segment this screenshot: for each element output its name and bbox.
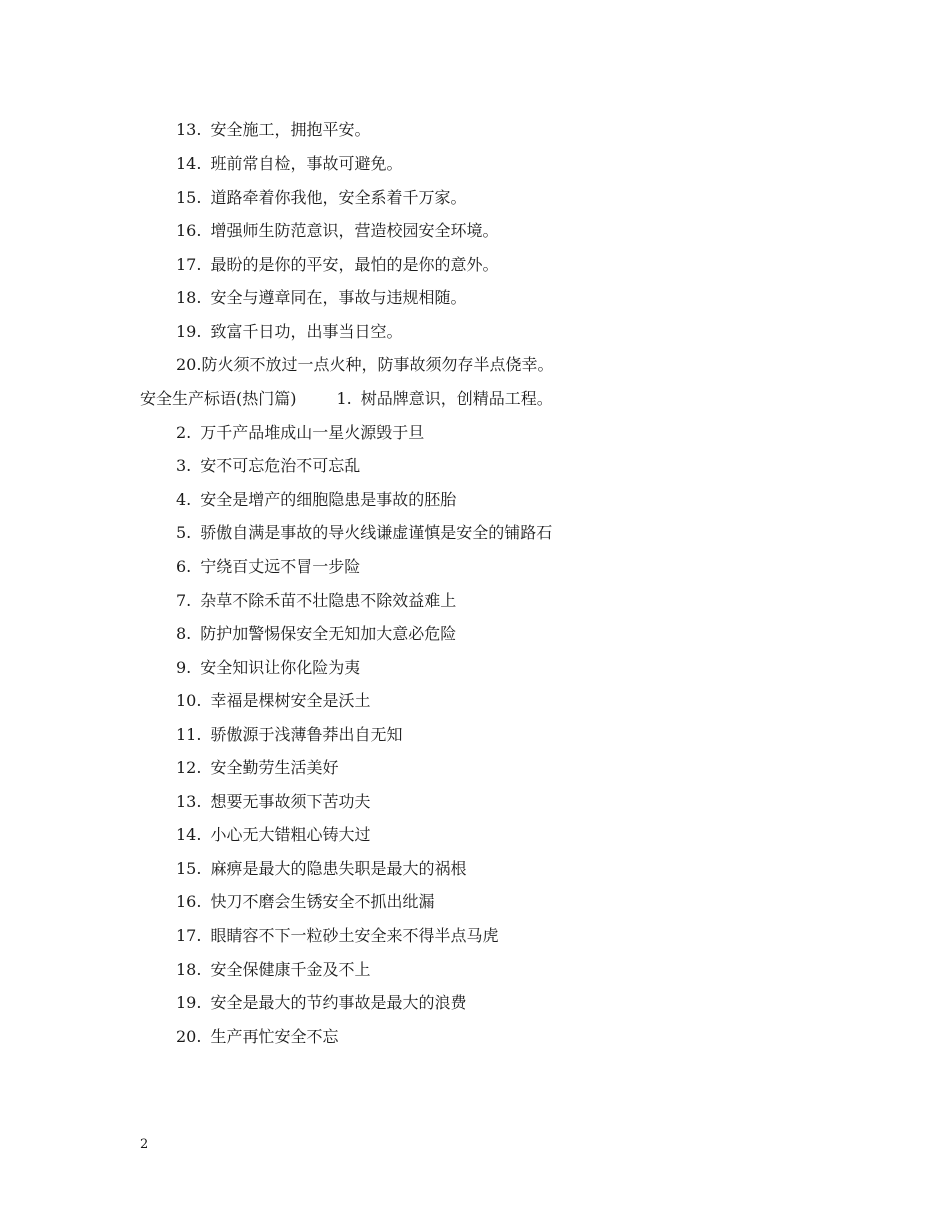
list-item xyxy=(176,557,360,577)
list-item xyxy=(176,423,424,443)
item-text: 杂草不除禾苗不壮隐患不除效益难上 xyxy=(200,591,457,610)
item-number: 4. xyxy=(176,490,192,509)
item-number: 18. xyxy=(176,960,202,979)
item-text: 骄傲自满是事故的导火线谦虚谨慎是安全的铺路石 xyxy=(200,523,553,542)
item-number: 9. xyxy=(176,658,192,677)
item-number: 6. xyxy=(176,557,192,576)
item-number: 12. xyxy=(176,758,202,777)
item-text: 班前常自检，事故可避免。 xyxy=(210,154,403,173)
list-item xyxy=(176,255,498,275)
item-number: 14. xyxy=(176,825,202,844)
item-number: 20. xyxy=(176,1027,202,1046)
item-text: 道路牵着你我他，安全系着千万家。 xyxy=(210,188,467,207)
item-text: 生产再忙安全不忘 xyxy=(210,1027,339,1046)
item-number: 13. xyxy=(176,792,202,811)
item-number: 7. xyxy=(176,591,192,610)
list-item xyxy=(176,154,402,174)
list-item xyxy=(176,960,370,980)
list-item xyxy=(176,725,402,745)
item-number: 8. xyxy=(176,624,192,643)
list-item xyxy=(176,758,338,778)
item-text: 小心无大错粗心铸大过 xyxy=(210,825,371,844)
list-item xyxy=(176,825,370,845)
item-text: 最盼的是你的平安，最怕的是你的意外。 xyxy=(210,255,499,274)
item-number: 2. xyxy=(176,423,192,442)
item-text: 想要无事故须下苦功夫 xyxy=(210,792,371,811)
item-number: 16. xyxy=(176,892,202,911)
section-heading-line xyxy=(140,389,553,409)
item-text: 快刀不磨会生锈安全不抓出纰漏 xyxy=(210,892,435,911)
item-text: 防火须不放过一点火种，防事故须勿存半点侥幸。 xyxy=(201,355,554,374)
item-text: 麻痹是最大的隐患失职是最大的祸根 xyxy=(210,859,467,878)
list-item xyxy=(176,591,456,611)
item-number: 15. xyxy=(176,859,202,878)
list-item xyxy=(176,188,466,208)
item-text: 眼睛容不下一粒砂土安全来不得半点马虎 xyxy=(210,926,499,945)
item-number: 17. xyxy=(176,926,202,945)
list-item xyxy=(176,892,434,912)
item-text: 增强师生防范意识，营造校园安全环境。 xyxy=(210,221,499,240)
list-item xyxy=(176,355,553,375)
list-item xyxy=(176,456,360,476)
item-text: 安全是增产的细胞隐患是事故的胚胎 xyxy=(200,490,457,509)
item-text: 安全是最大的节约事故是最大的浪费 xyxy=(210,993,467,1012)
item-number: 17. xyxy=(176,255,202,274)
page-number: 2 xyxy=(140,1137,149,1152)
item-text: 安不可忘危治不可忘乱 xyxy=(200,456,361,475)
item-text: 树品牌意识，创精品工程。 xyxy=(360,389,553,408)
item-text: 骄傲源于浅薄鲁莽出自无知 xyxy=(210,725,403,744)
item-text: 安全施工，拥抱平安。 xyxy=(210,120,371,139)
item-text: 安全勤劳生活美好 xyxy=(210,758,339,777)
item-number: 15. xyxy=(176,188,202,207)
item-number: 14. xyxy=(176,154,202,173)
item-text: 幸福是棵树安全是沃土 xyxy=(210,691,371,710)
list-item xyxy=(176,490,456,510)
item-number: 3. xyxy=(176,456,192,475)
item-number: 19. xyxy=(176,993,202,1012)
item-text: 防护加警惕保安全无知加大意必危险 xyxy=(200,624,457,643)
item-number: 13. xyxy=(176,120,202,139)
list-item xyxy=(176,624,456,644)
item-number: 19. xyxy=(176,322,202,341)
list-item xyxy=(176,120,370,140)
list-item xyxy=(176,859,466,879)
item-number: 5. xyxy=(176,523,192,542)
list-item xyxy=(176,993,466,1013)
list-item xyxy=(176,1027,338,1047)
item-number: 16. xyxy=(176,221,202,240)
item-text: 安全与遵章同在，事故与违规相随。 xyxy=(210,288,467,307)
list-item xyxy=(176,221,498,241)
item-text: 万千产品堆成山一星火源毁于旦 xyxy=(200,423,425,442)
list-item xyxy=(176,658,360,678)
item-text: 宁绕百丈远不冒一步险 xyxy=(200,557,361,576)
item-number: 20. xyxy=(176,355,202,374)
item-number: 18. xyxy=(176,288,202,307)
item-text: 安全保健康千金及不上 xyxy=(210,960,371,979)
list-item xyxy=(176,288,466,308)
list-item xyxy=(176,926,498,946)
list-item xyxy=(176,691,370,711)
item-text: 安全知识让你化险为夷 xyxy=(200,658,361,677)
item-number: 1. xyxy=(336,389,352,408)
list-item xyxy=(176,792,370,812)
item-number: 11. xyxy=(176,725,202,744)
list-item xyxy=(176,523,552,543)
item-text: 致富千日功，出事当日空。 xyxy=(210,322,403,341)
list-item xyxy=(176,322,402,342)
item-number: 10. xyxy=(176,691,202,710)
section-heading: 安全生产标语(热门篇) xyxy=(140,389,297,408)
